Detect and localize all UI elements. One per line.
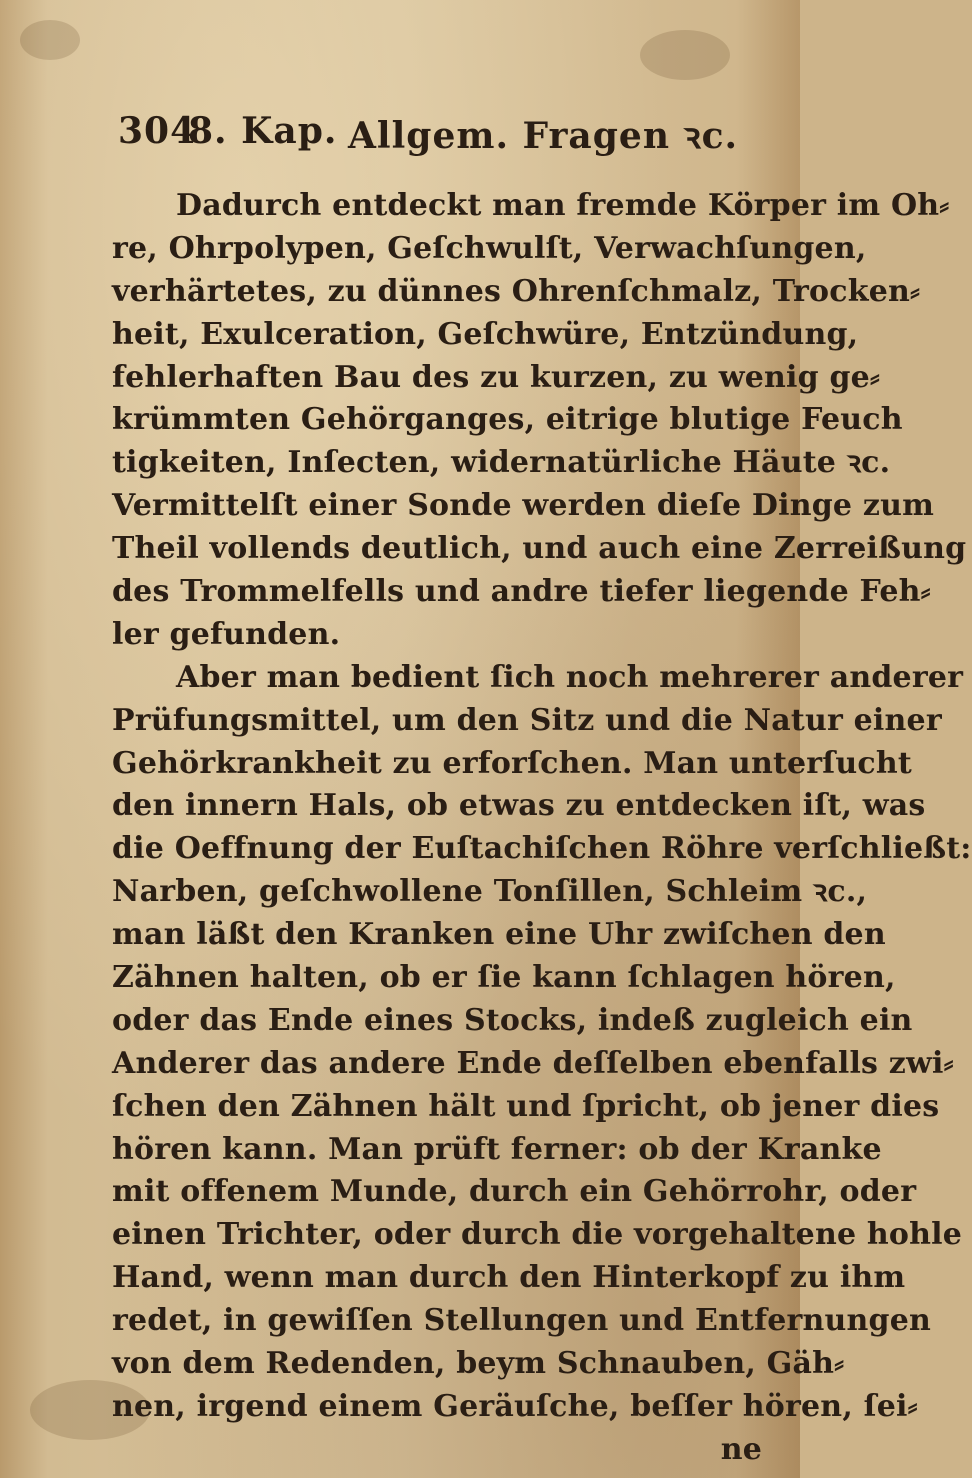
- text-line: von dem Redenden, beym Schnauben, Gäh⸗: [112, 1346, 845, 1382]
- text-line: verhärtetes, zu dünnes Ohrenſchmalz, Trocken⸗: [112, 273, 921, 309]
- text-line: Narben, geſchwollene Tonſillen, Schleim ꝛc.,: [112, 874, 868, 910]
- text-line: redet, in gewiſſen Stellungen und Entfernungen: [112, 1303, 932, 1339]
- text-line: hören kann. Man prüft ferner: ob der Kranke: [112, 1131, 882, 1167]
- paper-stain: [20, 20, 80, 60]
- running-header: [118, 110, 739, 160]
- text-line: Vermittelſt einer Sonde werden dieſe Dinge zum: [112, 488, 935, 524]
- text-line: re, Ohrpolypen, Geſchwulſt, Verwachſungen,: [112, 230, 867, 266]
- text-line: einen Trichter, oder durch die vorgehaltene hohle: [112, 1217, 963, 1253]
- text-line: oder das Ende eines Stocks, indeß zugleich ein: [112, 1002, 913, 1038]
- text-line: die Oeffnung der Euſtachiſchen Röhre verſchließt:: [112, 831, 972, 867]
- text-line: ſchen den Zähnen hält und ſpricht, ob jener dies: [112, 1088, 940, 1124]
- text-line: ler gefunden.: [112, 616, 341, 652]
- text-line: des Trommelfells und andre tiefer liegende Feh⸗: [112, 574, 931, 610]
- text-line: den innern Hals, ob etwas zu entdecken iſt, was: [112, 788, 926, 824]
- running-title: Allgem. Fragen ꝛc.: [348, 115, 739, 157]
- text-line: Hand, wenn man durch den Hinterkopf zu ihm: [112, 1260, 906, 1296]
- text-line: Prüfungsmittel, um den Sitz und die Natur einer: [112, 702, 942, 738]
- text-line: Theil vollends deutlich, und auch eine Zerreißung: [112, 531, 967, 567]
- text-line: Aber man bedient ſich noch mehrerer anderer: [176, 659, 964, 695]
- text-line: fehlerhaften Bau des zu kurzen, zu wenig ge⸗: [112, 359, 881, 395]
- chapter-label: 8. Kap.: [188, 110, 338, 152]
- catchword: ne: [720, 1431, 762, 1467]
- text-line: mit offenem Munde, durch ein Gehörrohr, oder: [112, 1174, 917, 1210]
- text-line: heit, Exulceration, Geſchwüre, Entzündung,: [112, 316, 859, 352]
- paper-stain: [640, 30, 730, 80]
- text-line: Gehörkrankheit zu erforſchen. Man unterſucht: [112, 745, 912, 781]
- text-line: krümmten Gehörganges, eitrige blutige Feuch: [112, 402, 903, 438]
- text-line: tigkeiten, Inſecten, widernatürliche Häute ꝛc.: [112, 445, 891, 481]
- text-line: nen, irgend einem Geräuſche, beſſer hören, ſei⸗: [112, 1388, 918, 1424]
- body-text: [112, 185, 972, 1472]
- text-line: Dadurch entdeckt man fremde Körper im Oh⸗: [176, 188, 950, 223]
- text-line: man läßt den Kranken eine Uhr zwiſchen den: [112, 917, 886, 953]
- text-line: Zähnen halten, ob er ſie kann ſchlagen hören,: [112, 960, 896, 996]
- text-line: Anderer das andere Ende deſſelben ebenfalls zwi⸗: [112, 1045, 954, 1081]
- page-number: 304: [118, 110, 197, 152]
